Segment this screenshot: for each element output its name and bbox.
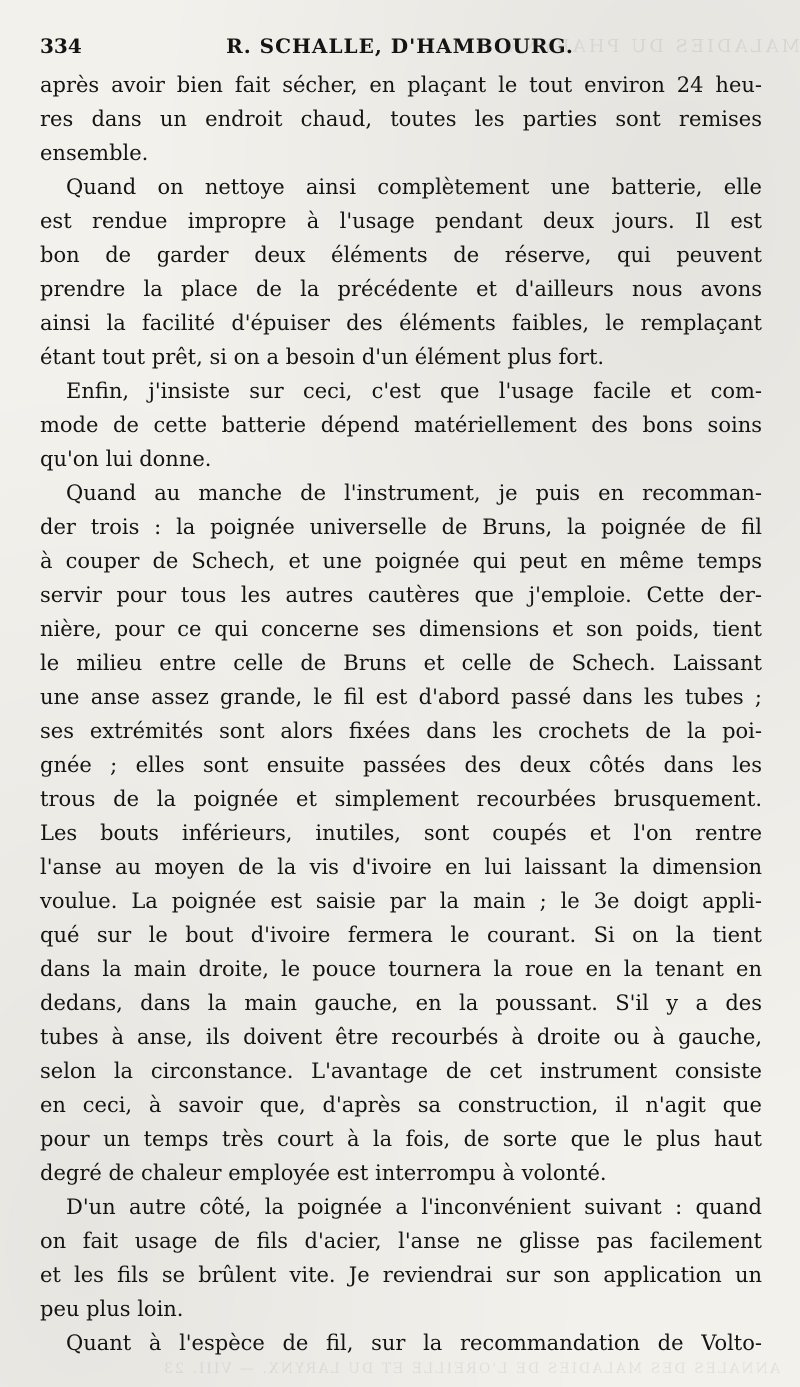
text-line: bon de garder deux éléments de réserve, qui peuvent	[40, 243, 762, 267]
text-line: une anse assez grande, le fil est d'abord passé dans les tubes ;	[40, 685, 762, 709]
paragraph	[40, 374, 762, 476]
text-line: gnée ; elles sont ensuite passées des deux côtés dans les	[40, 753, 762, 777]
text-line: le milieu entre celle de Bruns et celle de Schech. Laissant	[40, 651, 762, 675]
page-header	[40, 34, 760, 64]
show-through-header: MALADIES DU PHARYNX.	[495, 36, 800, 57]
paragraph	[40, 68, 762, 170]
text-line: voulue. La poignée est saisie par la main ; le 3e doigt appli-	[40, 889, 762, 913]
text-line: dans la main droite, le pouce tournera la roue en la tenant en	[40, 957, 762, 981]
page-number: 334	[40, 34, 82, 58]
text-line: nière, pour ce qui concerne ses dimensions et son poids, tient	[40, 617, 762, 641]
text-line: ensemble.	[40, 141, 149, 165]
text-line: ses extrémités sont alors fixées dans les crochets de la poi-	[40, 719, 762, 743]
text-line: Quand on nettoye ainsi complètement une batterie, elle	[66, 175, 762, 199]
text-line: en ceci, à savoir que, d'après sa construction, il n'agit que	[40, 1093, 762, 1117]
text-line: degré de chaleur employée est interrompu à volonté.	[40, 1161, 607, 1185]
text-line: tubes à anse, ils doivent être recourbés à droite ou à gauche,	[40, 1025, 762, 1049]
text-line: Enfin, j'insiste sur ceci, c'est que l'usage facile et com-	[66, 379, 762, 403]
text-line: on fait usage de fils d'acier, l'anse ne glisse pas facilement	[40, 1229, 762, 1253]
text-line: trous de la poignée et simplement recourbées brusquement.	[40, 787, 762, 811]
text-line: qué sur le bout d'ivoire fermera le courant. Si on la tient	[40, 923, 762, 947]
paragraph	[40, 1326, 762, 1360]
text-line: res dans un endroit chaud, toutes les parties sont remises	[40, 107, 762, 131]
text-line: l'anse au moyen de la vis d'ivoire en lui laissant la dimension	[40, 855, 762, 879]
text-line: après avoir bien fait sécher, en plaçant le tout environ 24 heu-	[40, 73, 762, 97]
paragraph	[40, 170, 762, 374]
text-line: prendre la place de la précédente et d'ailleurs nous avons	[40, 277, 762, 301]
text-line: der trois : la poignée universelle de Bruns, la poignée de fil	[40, 515, 762, 539]
text-line: mode de cette batterie dépend matériellement des bons soins	[40, 413, 762, 437]
running-head: R. SCHALLE, D'HAMBOURG.	[226, 34, 574, 58]
text-line: à couper de Schech, et une poignée qui peut en même temps	[40, 549, 762, 573]
text-line: Quant à l'espèce de fil, sur la recommandation de Volto-	[66, 1331, 762, 1355]
paragraph	[40, 476, 762, 1190]
text-line: Les bouts inférieurs, inutiles, sont coupés et l'on rentre	[40, 821, 762, 845]
text-line: Quand au manche de l'instrument, je puis en recomman-	[66, 481, 762, 505]
text-line: ainsi la facilité d'épuiser des éléments faibles, le remplaçant	[40, 311, 762, 335]
text-line: D'un autre côté, la poignée a l'inconvénient suivant : quand	[66, 1195, 762, 1219]
text-line: peu plus loin.	[40, 1297, 184, 1321]
show-through-footer: ANNALES DES MALADIES DE L'OREILLE ET DU LARYNX. — VIII. 23	[162, 1361, 780, 1377]
paragraph	[40, 1190, 762, 1326]
text-line: est rendue impropre à l'usage pendant deux jours. Il est	[40, 209, 762, 233]
text-line: et les fils se brûlent vite. Je reviendrai sur son application un	[40, 1263, 762, 1287]
text-line: étant tout prêt, si on a besoin d'un élément plus fort.	[40, 345, 605, 369]
body-text	[40, 68, 762, 1360]
text-line: servir pour tous les autres cautères que j'emploie. Cette der-	[40, 583, 762, 607]
text-line: qu'on lui donne.	[40, 447, 212, 471]
text-line: dedans, dans la main gauche, en la poussant. S'il y a des	[40, 991, 762, 1015]
text-line: selon la circonstance. L'avantage de cet instrument consiste	[40, 1059, 762, 1083]
text-line: pour un temps très court à la fois, de sorte que le plus haut	[40, 1127, 762, 1151]
